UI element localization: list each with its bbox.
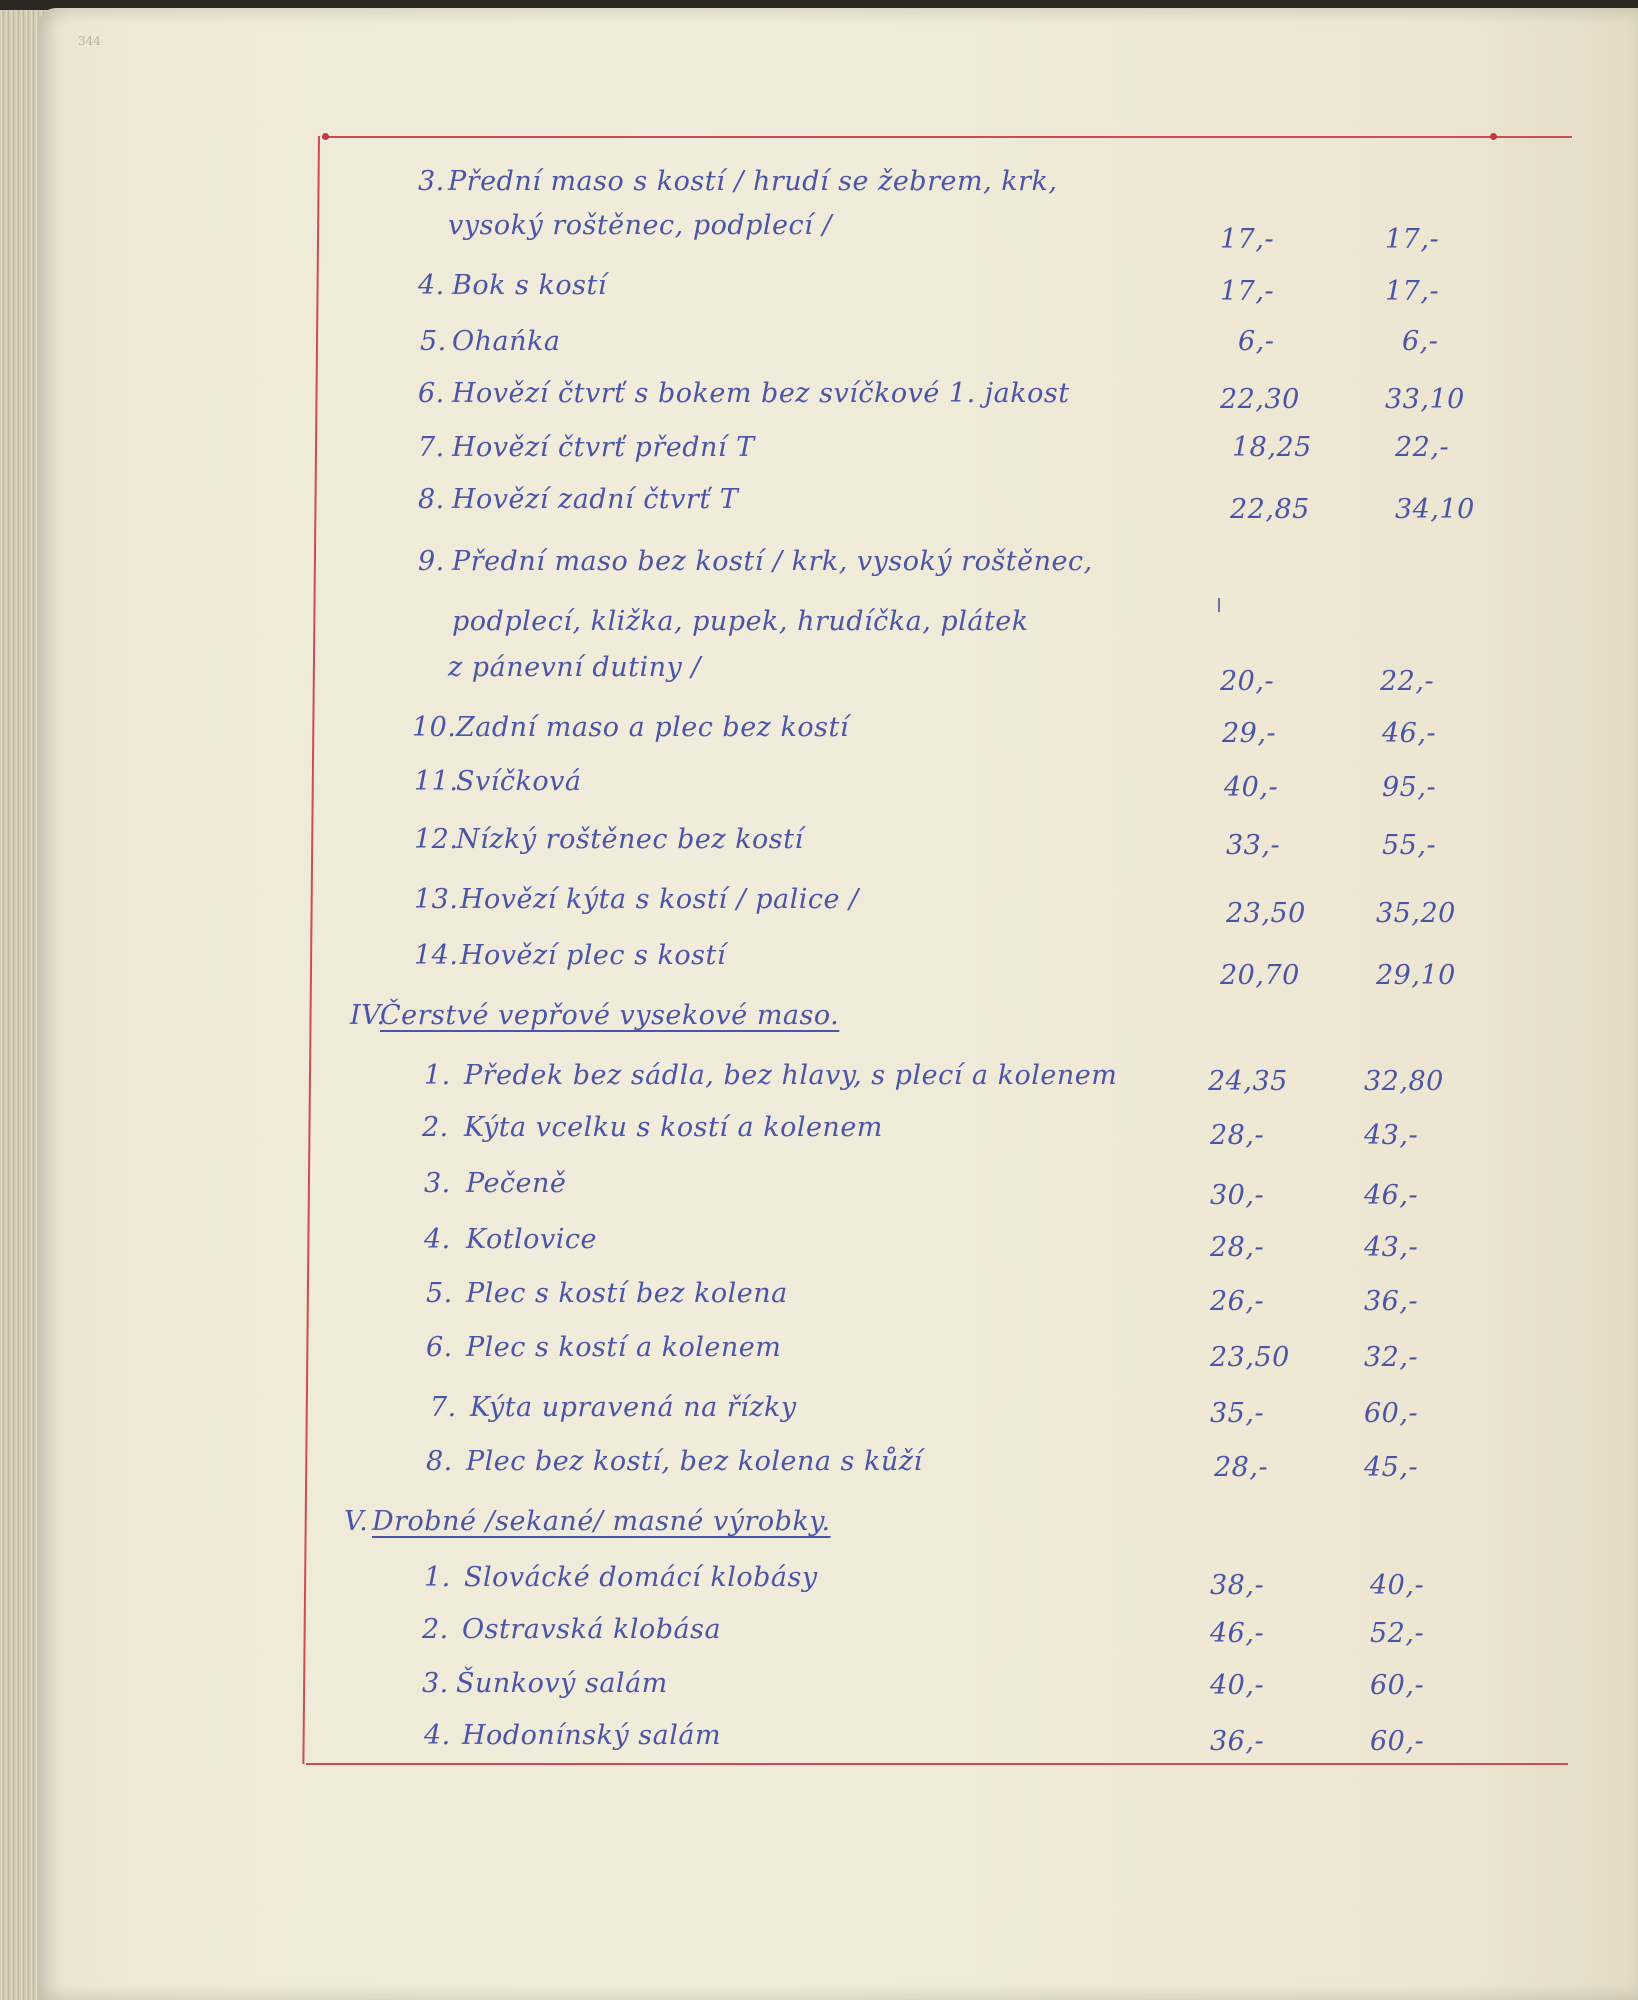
price-row-continued — [0, 210, 1638, 255]
price-row — [0, 940, 1638, 991]
price-1: 46,- — [1210, 1618, 1265, 1649]
price-2: 40,- — [1370, 1570, 1425, 1601]
price-row-continued — [0, 606, 1638, 646]
price-1: 20,- — [1220, 666, 1275, 697]
item-number: 4. — [424, 1720, 451, 1751]
price-row — [0, 326, 1638, 366]
item-label: Ostravská klobása — [462, 1614, 722, 1645]
price-2: 46,- — [1364, 1180, 1419, 1211]
item-label: vysoký roštěnec, podplecí / — [448, 210, 832, 241]
item-label: Šunkový salám — [456, 1668, 668, 1699]
price-2: 52,- — [1370, 1618, 1425, 1649]
price-1: 23,50 — [1210, 1342, 1290, 1373]
price-row — [0, 166, 1638, 206]
item-label: Ohańka — [452, 326, 561, 357]
price-2: 6,- — [1402, 326, 1439, 357]
item-label: Nízký roštěnec bez kostí — [456, 824, 804, 855]
item-label: Přední maso s kostí / hrudí se žebrem, krk, — [448, 166, 1058, 197]
item-number: 4. — [424, 1224, 451, 1255]
item-label: Bok s kostí — [452, 270, 607, 301]
item-number: 10. — [412, 712, 457, 743]
price-2: 17,- — [1385, 276, 1440, 307]
item-label: z pánevní dutiny / — [448, 652, 701, 683]
price-1: 38,- — [1210, 1570, 1265, 1601]
price-row — [0, 270, 1638, 310]
price-row — [0, 1446, 1638, 1486]
item-label: Kýta vcelku s kostí a kolenem — [464, 1112, 883, 1143]
price-row — [0, 1614, 1638, 1654]
item-number: 8. — [418, 484, 445, 515]
item-label: Hovězí kýta s kostí / palice / — [460, 884, 859, 915]
price-2: 34,10 — [1395, 494, 1475, 525]
price-1: 20,70 — [1220, 960, 1300, 991]
price-2: 17,- — [1385, 224, 1440, 255]
item-number: 2. — [422, 1614, 449, 1645]
price-1: 17,- — [1220, 224, 1275, 255]
price-row — [0, 1562, 1638, 1602]
price-1: 36,- — [1210, 1726, 1265, 1757]
price-1: 22,85 — [1230, 494, 1310, 525]
item-number: 3. — [422, 1668, 449, 1699]
item-label: Hovězí čtvrť přední T — [452, 432, 755, 463]
price-2: 29,10 — [1376, 960, 1456, 991]
item-label: Hodonínský salám — [462, 1720, 722, 1751]
price-1: 22,30 — [1220, 384, 1300, 415]
price-1: 26,- — [1210, 1286, 1265, 1317]
price-1: 40,- — [1210, 1670, 1265, 1701]
item-number: 14. — [414, 940, 459, 971]
item-label: Předek bez sádla, bez hlavy, s plecí a kolenem — [464, 1060, 1118, 1091]
price-row — [0, 1112, 1638, 1152]
price-2: 36,- — [1364, 1286, 1419, 1317]
price-row — [0, 1168, 1638, 1211]
item-label: podplecí, kližka, pupek, hrudíčka, plátek — [452, 606, 1029, 637]
item-label: Plec s kostí bez kolena — [466, 1278, 788, 1309]
section-heading — [0, 1000, 1638, 1040]
price-1: 28,- — [1210, 1232, 1265, 1263]
price-2: 32,80 — [1364, 1066, 1444, 1097]
section-title: Drobné /sekané/ masné výrobky. — [372, 1506, 831, 1537]
price-row — [0, 1720, 1638, 1760]
price-row — [0, 1668, 1638, 1708]
item-number: 7. — [430, 1392, 457, 1423]
item-number: 1. — [424, 1060, 451, 1091]
item-number: 11. — [414, 766, 459, 797]
item-number: 5. — [426, 1278, 453, 1309]
price-row — [0, 432, 1638, 472]
section-title: Čerstvé vepřové vysekové maso. — [380, 1000, 840, 1031]
price-1: 28,- — [1214, 1452, 1269, 1483]
price-1: 35,- — [1210, 1398, 1265, 1429]
item-number: 4. — [418, 270, 445, 301]
price-2: 95,- — [1382, 772, 1437, 803]
item-number: 7. — [418, 432, 445, 463]
price-2: 32,- — [1364, 1342, 1419, 1373]
price-2: 35,20 — [1376, 898, 1456, 929]
item-label: Hovězí zadní čtvrť T — [452, 484, 739, 515]
item-label: Hovězí plec s kostí — [460, 940, 726, 971]
section-heading — [0, 1506, 1638, 1546]
price-2: 22,- — [1395, 432, 1450, 463]
item-label: Slovácké domácí klobásy — [464, 1562, 818, 1593]
item-number: 5. — [420, 326, 447, 357]
item-number: 3. — [424, 1168, 451, 1199]
price-2: 46,- — [1382, 718, 1437, 749]
item-label: Plec s kostí a kolenem — [466, 1332, 782, 1363]
item-label: Zadní maso a plec bez kostí — [456, 712, 849, 743]
section-number: IV. — [350, 1000, 386, 1031]
item-label: Svíčková — [456, 766, 582, 797]
price-row — [0, 1060, 1638, 1100]
item-number: 9. — [418, 546, 445, 577]
item-label: Kýta upravená na řízky — [470, 1392, 797, 1423]
price-2: 33,10 — [1385, 384, 1465, 415]
page-stamp: 344 — [78, 34, 101, 48]
price-2: 43,- — [1364, 1120, 1419, 1151]
price-2: 60,- — [1364, 1398, 1419, 1429]
item-label: Hovězí čtvrť s bokem bez svíčkové 1. jakost — [452, 378, 1070, 409]
price-row — [0, 884, 1638, 929]
price-row — [0, 1332, 1638, 1372]
price-1: 18,25 — [1232, 432, 1312, 463]
price-row — [0, 824, 1638, 864]
item-number: 8. — [426, 1446, 453, 1477]
price-2: 43,- — [1364, 1232, 1419, 1263]
item-number: 6. — [418, 378, 445, 409]
item-number: 3. — [418, 166, 445, 197]
price-2: 22,- — [1380, 666, 1435, 697]
item-number: 1. — [424, 1562, 451, 1593]
price-1: 30,- — [1210, 1180, 1265, 1211]
price-row — [0, 766, 1638, 806]
item-label: Kotlovice — [466, 1224, 597, 1255]
price-row — [0, 1392, 1638, 1432]
price-row — [0, 1278, 1638, 1318]
price-1: 23,50 — [1226, 898, 1306, 929]
price-1: 33,- — [1226, 830, 1281, 861]
price-1: 6,- — [1238, 326, 1275, 357]
price-2: 60,- — [1370, 1726, 1425, 1757]
price-row — [0, 712, 1638, 752]
price-1: 28,- — [1210, 1120, 1265, 1151]
price-1: 17,- — [1220, 276, 1275, 307]
item-number: 12. — [414, 824, 459, 855]
price-2: 55,- — [1382, 830, 1437, 861]
item-number: 13. — [414, 884, 459, 915]
price-row — [0, 546, 1638, 586]
price-2: 60,- — [1370, 1670, 1425, 1701]
item-number: 2. — [422, 1112, 449, 1143]
item-label: Pečeně — [466, 1168, 567, 1199]
price-1: 40,- — [1224, 772, 1279, 803]
price-row — [0, 1224, 1638, 1264]
item-label: Plec bez kostí, bez kolena s kůží — [466, 1446, 923, 1477]
section-number: V. — [344, 1506, 369, 1537]
price-2: 45,- — [1364, 1452, 1419, 1483]
price-1: 29,- — [1222, 718, 1277, 749]
item-number: 6. — [426, 1332, 453, 1363]
price-row — [0, 378, 1638, 418]
price-row — [0, 484, 1638, 524]
item-label: Přední maso bez kostí / krk, vysoký roštěnec, — [452, 546, 1093, 577]
price-1: 24,35 — [1208, 1066, 1288, 1097]
price-row-continued — [0, 652, 1638, 697]
